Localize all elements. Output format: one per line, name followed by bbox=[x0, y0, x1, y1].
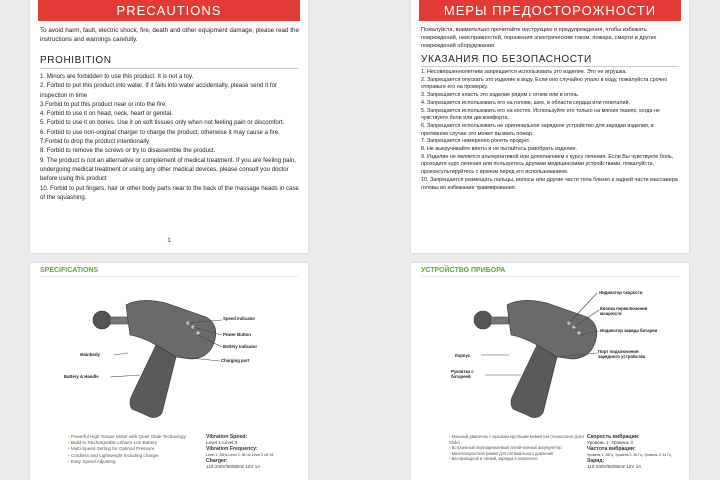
callout-battery-handle: Рукоятка с батареей bbox=[451, 369, 474, 379]
list-item: • Powerful High Torque Motor with Quiet Glide Technology bbox=[68, 434, 188, 440]
callout-power-button: Кнопка переключения мощности bbox=[600, 306, 648, 316]
list-item: • Мощный двигатель с высоким крутящим моментом (технология Quiet Glide) bbox=[449, 434, 584, 445]
safety-heading: УКАЗАНИЯ ПО БЕЗОПАСНОСТИ bbox=[421, 54, 592, 65]
safety-list bbox=[421, 69, 681, 192]
list-item: 5. Запрещается использовать его на костях. Используйте его только на мягких тканях, когда не чувствуете боли или дискомфорта. bbox=[421, 107, 661, 122]
list-item: 7. Запрещается намеренно ронять продукт. bbox=[421, 138, 531, 145]
shaft-shape bbox=[110, 317, 128, 324]
list-item: 1. Несовершеннолетним запрещается использовать это изделие. Это не игрушка. bbox=[421, 69, 627, 75]
page-precautions-ru bbox=[411, 0, 689, 253]
list-item: 10. Запрещается размещать пальцы, волосы или другие части тела близко к задней части массажера головы во избежание травмирования. bbox=[421, 176, 678, 191]
list-item: 4. Forbid to use it on head, neck, heart or genital. bbox=[40, 110, 173, 118]
list-item: • Cordless and Lightweight Including charger bbox=[68, 453, 188, 459]
callout-body: Корпус bbox=[455, 353, 471, 358]
list-item: 2. Запрещается опускать это изделие в воду. Если оно случайно упало в воду, пожалуйста срочно отправьте его на проверку. bbox=[421, 76, 668, 91]
handle-shape bbox=[130, 345, 176, 418]
mainbody-shape bbox=[507, 300, 597, 359]
page-specifications-ru bbox=[411, 263, 689, 480]
callout-mainbody: Mainbody bbox=[80, 352, 101, 357]
page-precautions-en bbox=[30, 0, 308, 253]
callout-speed-indicator: Индикатор скорости bbox=[599, 290, 643, 295]
divider bbox=[40, 68, 298, 69]
callout-charging-port: Порт подключения зарядного устройства bbox=[598, 349, 646, 359]
intro-text: To avoid harm, fault, electric shock, fire, death and other equipment damage, please read the instructions and warnings carefully. bbox=[40, 27, 300, 43]
vibration-frequency-label: Частота вибрации: bbox=[587, 446, 636, 453]
massage-head-shape bbox=[93, 311, 111, 329]
list-item: 6. Запрещается использовать не оригинальное зарядное устройство для зарядки изделия, в противном случае это может вызвать пожар. bbox=[421, 122, 654, 137]
specifications-title: SPECIFICATIONS bbox=[40, 267, 99, 274]
vibration-frequency-label: Vibration Frequency: bbox=[206, 446, 258, 453]
list-item: 2. Forbid to put this product into water. If it fails into water accidentally, please send it for inspection in time bbox=[40, 82, 277, 99]
list-item: 5. Forbid to use it on bones. Use it on soft tissues only when not feeling pain or discomfort. bbox=[40, 119, 285, 127]
charger-label: Charger: bbox=[206, 458, 228, 465]
list-item: 3. Запрещается класть это изделие рядом с огнем или в огонь. bbox=[421, 92, 580, 99]
charger-label: Заряд: bbox=[587, 458, 605, 465]
callout-battery-indicator: Battery Indicator bbox=[223, 344, 258, 349]
precautions-banner: PRECAUTIONS bbox=[38, 0, 300, 21]
callout-battery-handle: Battery & Handle bbox=[64, 374, 99, 379]
handle-shape bbox=[511, 345, 557, 418]
prohibition-heading: PROHIBITION bbox=[40, 55, 112, 66]
list-item: • Easy Speed Adjusting bbox=[68, 459, 188, 465]
callout-power-button: Power Button bbox=[223, 332, 251, 337]
massage-head-shape bbox=[474, 311, 492, 329]
callout-charging-port: Charging port bbox=[221, 358, 250, 363]
prohibition-list bbox=[40, 72, 300, 202]
list-item: • Build-in Rechargeable Lithium-Lon Battery bbox=[68, 440, 188, 446]
list-item: 6. Forbid to use non-original charger to charge the product, otherwise it may cause a fire. bbox=[40, 128, 280, 136]
charger-value: 110-240V/50/60Hz 12V 1A bbox=[587, 464, 642, 470]
vibration-speed-value: Level 1-Level 3 bbox=[206, 440, 238, 446]
massage-gun-diagram bbox=[30, 263, 308, 433]
list-item: 10. Forbid to put fingers, hair or other body parts near to the back of the massage heads in case of the squashing. bbox=[40, 184, 299, 201]
feature-list bbox=[68, 434, 188, 465]
list-item: 9. Изделие не является альтернативой или дополнением к курсу лечения. Если Вы чувствуете боль, проходите курс лечения или пользуетесь другими медицинскими устройствами, пожалуйста, проконсультируйтесь с врачом перед его использованием. bbox=[421, 153, 674, 176]
vibration-speed-value: Уровень 1- Уровень 3 bbox=[587, 440, 633, 446]
page-specifications-en bbox=[30, 263, 308, 480]
list-item: • Беспроводной и легкий, зарядка в комплекте bbox=[449, 456, 584, 462]
list-item: 8. Не выкручивайте винты и не пытайтесь разобрать изделие. bbox=[421, 146, 578, 153]
intro-text: Пожалуйста, внимательно прочитайте инструкцию и предупреждения, чтобы избежать повреждений, неисправностей, поражения электрическим током, пожара, смерти и других повреждений оборудования. bbox=[421, 27, 657, 49]
specifications-title: УСТРОЙСТВО ПРИБОРА bbox=[421, 267, 506, 274]
list-item: 3.Forbid to put this product near or into the fire. bbox=[40, 100, 168, 108]
list-item: • Multi-Speed Setting for Optimal Pressure bbox=[68, 446, 188, 452]
vibration-frequency-value: Уровень 1: 28Гц, Уровень 2: 36 Гц, Уровень 3: 51 Гц bbox=[587, 453, 672, 458]
list-item: 1. Minors are forbidden to use this product. It is not a toy. bbox=[40, 73, 194, 80]
precautions-banner: МЕРЫ ПРЕДОСТОРОЖНОСТИ bbox=[419, 0, 681, 21]
feature-list bbox=[449, 434, 584, 462]
list-item: 9. The product is not an alternative or complement of medical treatment. If you are feeling pain, undergoing medical treatment or using any other medical devices, please consult you doctor before using this product bbox=[40, 156, 296, 183]
vibration-frequency-value: Level 1: 28Hz,Level 2: 36 Hz,Level 3 off: 51 bbox=[206, 453, 274, 458]
vibration-speed-label: Скорость вибрации: bbox=[587, 434, 640, 440]
callout-speed-indicator: Speed Indicator bbox=[223, 316, 256, 321]
massage-gun-diagram bbox=[411, 263, 689, 433]
charger-value: 110-240V/50/60Hz 12V 1A bbox=[206, 464, 261, 470]
list-item: • Встроенный перезаряжаемый литий-ионный аккумулятор bbox=[449, 445, 584, 451]
vibration-speed-label: Vibration Speed: bbox=[206, 434, 248, 440]
specs-block bbox=[587, 434, 687, 471]
callout-battery-indicator: Индикатор заряда батареи bbox=[600, 328, 658, 333]
divider bbox=[421, 66, 679, 67]
list-item: 8. Forbid to remove the screws or try to disassemble the product. bbox=[40, 147, 216, 155]
list-item: • Многоскоростной режим для оптимального давления bbox=[449, 451, 584, 457]
list-item: 4. Запрещается использовать его на голове, шее, в области сердца или гениталий. bbox=[421, 99, 631, 106]
page-number: 1 bbox=[167, 238, 171, 244]
shaft-shape bbox=[491, 317, 509, 324]
list-item: 7.Forbid to drop the product intentionally bbox=[40, 138, 150, 146]
specs-block bbox=[206, 434, 306, 471]
